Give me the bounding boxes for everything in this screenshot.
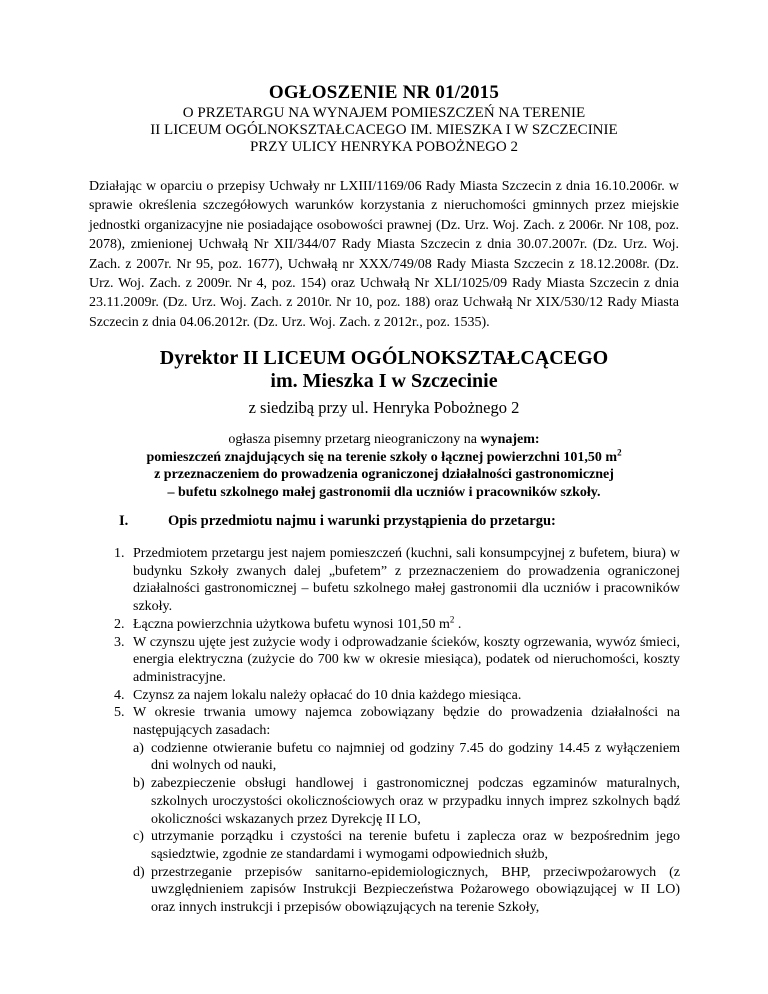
list-item-number: 5. — [114, 705, 125, 721]
list-item-number: 4. — [114, 687, 125, 703]
sub-item-text: utrzymanie porządku i czystości na terenie bufetu i zaplecza oraz w bezpośrednim jego sąsiedztwie, zgodnie ze standardami i wymogami odpowiednich służb, — [151, 829, 680, 862]
director-heading — [0, 347, 768, 419]
list-item-number: 2. — [114, 616, 125, 632]
sub-item-letter: d) — [133, 864, 145, 880]
list-item-text: Przedmiotem przetargu jest najem pomieszczeń (kuchni, sali konsumpcyjnej z bufetem, biura) w budynku Szkoły zwanych dalej „bufetem” z przeznaczeniem do prowadzenia ograniczonej działalności gastronomicznej – bufetu szkolnego małej gastronomii dla uczniów i pracowników szkoły. — [133, 546, 680, 615]
area-unit-superscript: 2 — [617, 446, 622, 457]
section-heading — [119, 513, 556, 530]
announcement-purpose-text: z przeznaczeniem do prowadzenia ograniczonej działalności gastronomicznej — [154, 467, 614, 482]
announcement-area-text: pomieszczeń znajdujących się na terenie szkoły o łącznej powierzchni 101,50 m — [146, 449, 618, 465]
tender-announcement — [0, 431, 768, 501]
list-item — [114, 616, 680, 634]
list-item-number: 1. — [114, 546, 125, 561]
announcement-lead-bold: wynajem: — [480, 432, 540, 447]
list-item-text: W okresie trwania umowy najemca zobowiązany będzie do prowadzenia działalności na następujących zasadach: — [133, 705, 680, 739]
director-line-2: im. Mieszka I w Szczecinie — [270, 370, 498, 392]
list-item — [114, 545, 680, 616]
sub-item-letter: a) — [133, 740, 144, 756]
subtitle-line: PRZY ULICY HENRYKA POBOŻNEGO 2 — [249, 139, 519, 155]
announcement-purpose-2 — [0, 484, 768, 502]
announcement-title: OGŁOSZENIE NR 01/2015 — [268, 82, 500, 103]
area-unit-superscript: 2 — [449, 614, 455, 625]
subtitle-line: O PRZETARGU NA WYNAJEM POMIESZCZEŃ NA TERENIE — [182, 105, 586, 121]
announcement-lead — [0, 431, 768, 449]
legal-basis-paragraph: Działając w oparciu o przepisy Uchwały nr LXIII/1169/06 Rady Miasta Szczecin z dnia 16.10.2006r. w sprawie określenia szczegółowych warunków korzystania z nieruchomości gminnych przez miejskie jednostki organizacyjne nie posiadające osobowości prawnej (Dz. Urz. Woj. Zach. z 2006r. Nr 108, poz. 2078), zmienionej Uchwałą Nr XII/344/07 Rady Miasta Szczecin z dnia 30.07.2007r. (Dz. Urz. Woj. Zach. z 2007r. Nr 95, poz. 1677), Uchwałą nr XXX/749/08 Rady Miasta Szczecin z 18.12.2008r. (Dz. Urz. Woj. Zach. z 2009r. Nr 4, poz. 154) oraz Uchwałą Nr XLI/1025/09 Rady Miasta Szczecin z dnia 23.11.2009r. (Dz. Urz. Woj. Zach. z 2010r. Nr 10, poz. 188) oraz Uchwałą Nr XIX/530/12 Rady Miasta Szczecin z dnia 04.06.2012r. (Dz. Urz. Woj. Zach. z 2012r., poz. 1535). — [89, 179, 679, 330]
announcement-purpose — [0, 466, 768, 484]
sub-item-text: przestrzeganie przepisów sanitarno-epidemiologicznych, BHP, przeciwpożarowych (z uwzględnieniem zapisów Instrukcji Bezpieczeństwa Pożarowego obowiązującej w II LO) oraz innych instrukcji i przepisów obowiązujących na terenie Szkoły, — [151, 864, 680, 916]
sub-list-item — [133, 864, 680, 917]
list-item-text: W czynszu ujęte jest zużycie wody i odprowadzanie ścieków, koszty ogrzewania, wywóz śmieci, energia elektryczna (zużycie do 700 kw w okresie miesiąca), podatek od nieruchomości, koszty administracyjne. — [133, 634, 680, 685]
announcement-area — [0, 446, 768, 467]
section-title: Opis przedmiotu najmu i warunki przystąpienia do przetargu: — [168, 513, 556, 529]
sub-list-item — [133, 828, 680, 863]
list-item-text: . — [454, 616, 462, 632]
sub-item-letter: b) — [133, 776, 145, 792]
list-item — [114, 704, 680, 916]
list-item — [114, 687, 680, 705]
list-item-text: Łączna powierzchnia użytkowa bufetu wynosi 101,50 m — [133, 616, 450, 632]
announcement-lead-text: ogłasza pisemny przetarg nieograniczony na — [228, 432, 481, 447]
sub-item-text: codzienne otwieranie bufetu co najmniej od godziny 7.45 do godziny 14.45 z wyłączeniem dni wolnych od nauki, — [151, 740, 680, 774]
conditions-list — [114, 545, 680, 917]
section-number: I. — [119, 513, 129, 529]
sub-item-text: zabezpieczenie obsługi handlowej i gastronomicznej podczas egzaminów maturalnych, szkolnych uroczystości okolicznościowych oraz w przypadku innych imprez szkolnych bądź okoliczności wskazanych przez Dyrekcję II LO, — [151, 776, 680, 827]
director-address: z siedzibą przy ul. Henryka Pobożnego 2 — [248, 398, 520, 417]
announcement-purpose-text-2: – bufetu szkolnego małej gastronomii dla uczniów i pracowników szkoły. — [167, 484, 601, 500]
list-item — [114, 634, 680, 687]
subtitle-line: II LICEUM OGÓLNOKSZTAŁCACEGO IM. MIESZKA I W SZCZECINIE — [150, 122, 618, 138]
sub-item-letter: c) — [133, 829, 144, 845]
director-line-1: Dyrektor II LICEUM OGÓLNOKSZTAŁCĄCEGO — [159, 347, 609, 369]
announcement-subtitle — [0, 105, 768, 156]
list-item-number: 3. — [114, 634, 125, 650]
sub-list-item — [133, 740, 680, 775]
sub-list-item — [133, 775, 680, 828]
list-item-text: Czynsz za najem lokalu należy opłacać do 10 dnia każdego miesiąca. — [133, 687, 522, 703]
